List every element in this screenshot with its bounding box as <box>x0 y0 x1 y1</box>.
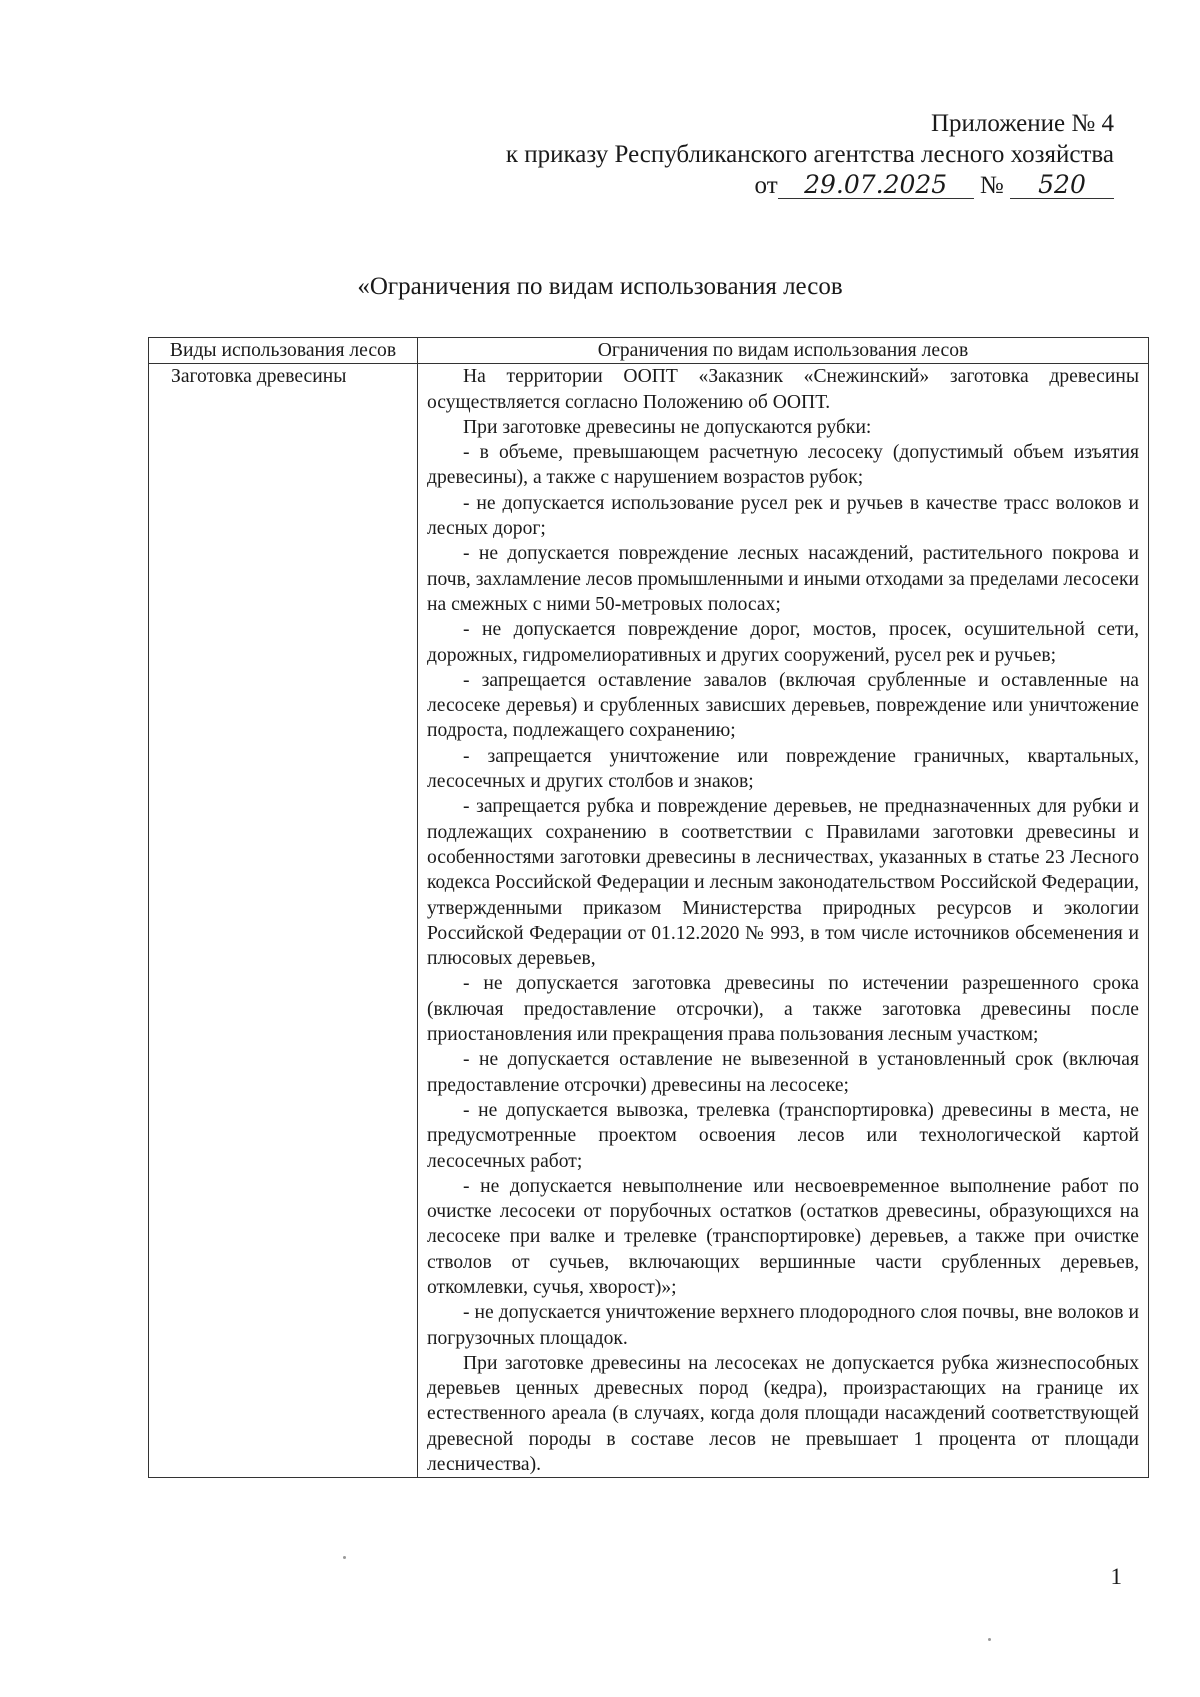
order-date-number <box>506 170 1114 201</box>
restriction-paragraph: - запрещается оставление завалов (включая срубленные и оставленные на лесосеке деревья) и срубленных зависших деревьев, повреждение или уничтожение подроста, подлежащего сохранению; <box>427 669 1139 742</box>
table-header-row <box>149 338 1149 364</box>
header-forest-use-type: Виды использования лесов <box>149 338 418 364</box>
restriction-paragraph: При заготовке древесины на лесосеках не допускается рубка жизнеспособных деревьев ценных древесных пород (кедра), произрастающих на границе их естественного ареала (в случаях, когда доля площади насаждений соответствующей древесной породы в составе лесов не превышает 1 процента от площади лесничества). <box>427 1352 1139 1476</box>
restriction-paragraph: На территории ООПТ «Заказник «Снежинский» заготовка древесины осуществляется согласно Положению об ООПТ. <box>427 366 1139 413</box>
page-number: 1 <box>1110 1564 1122 1589</box>
scan-speck <box>343 1556 346 1559</box>
date-prefix: от <box>754 172 778 199</box>
appendix-title: Приложение № 4 <box>930 110 1114 137</box>
restriction-paragraph: При заготовке древесины не допускаются рубки: <box>463 416 872 438</box>
table-row <box>149 364 1149 1478</box>
restriction-paragraph: - не допускается использование русел рек и ручьев в качестве трасс волоков и лесных дорог; <box>427 492 1139 540</box>
restriction-paragraph: - в объеме, превышающем расчетную лесосеку (допустимый объем изъятия древесины), а также с нарушением возрастов рубок; <box>427 442 1139 489</box>
restriction-paragraph: - не допускается заготовка древесины по истечении разрешенного срока (включая предоставление отсрочки), а также заготовка древесины после приостановления или прекращения права пользования лесным участком; <box>427 973 1139 1046</box>
restrictions-cell <box>418 364 1149 1478</box>
header-restrictions: Ограничения по видам использования лесов <box>418 338 1149 364</box>
restrictions-table <box>148 337 1149 1478</box>
restriction-paragraph: - не допускается повреждение дорог, мостов, просек, осушительной сети, дорожных, гидромелиоративных и других сооружений, русел рек и ручьев; <box>427 619 1139 666</box>
restriction-paragraph: - не допускается оставление не вывезенной в установленный срок (включая предоставление отсрочки) древесины на лесосеке; <box>427 1049 1139 1096</box>
document-title: «Ограничения по видам использования лесов <box>357 273 843 300</box>
order-reference: к приказу Республиканского агентства лесного хозяйства <box>505 141 1114 168</box>
forest-use-type-cell: Заготовка древесины <box>149 364 418 1478</box>
number-prefix: № <box>979 172 1004 199</box>
scan-speck <box>988 1638 991 1641</box>
handwritten-number: 520 <box>1010 172 1114 199</box>
restriction-paragraph: - не допускается повреждение лесных насаждений, растительного покрова и почв, захламление лесов промышленными и иными отходами за пределами лесосеки на смежных с ними 50-метровых полосах; <box>427 543 1139 615</box>
restriction-paragraph: - не допускается вывозка, трелевка (транспортировка) древесины в места, не предусмотренные проектом освоения лесов или технологической картой лесосечных работ; <box>427 1099 1139 1172</box>
appendix-header <box>506 108 1114 201</box>
handwritten-date: 29.07.2025 <box>778 172 974 199</box>
restriction-paragraph: - не допускается невыполнение или несвоевременное выполнение работ по очистке лесосеки от порубочных остатков (остатков древесины, образующихся на лесосеке при валке и трелевке (транспортировке) деревьев, а также при очистке стволов от сучьев, включающих вершинные части срубленных деревьев, откомлевки, сучья, хворост)»; <box>427 1175 1139 1298</box>
restriction-paragraph: - не допускается уничтожение верхнего плодородного слоя почвы, вне волоков и погрузочных площадок. <box>427 1302 1139 1349</box>
restriction-paragraph: - запрещается рубка и повреждение деревьев, не предназначенных для рубки и подлежащих сохранению в соответствии с Правилами заготовки древесины и особенностями заготовки древесины в лесничествах, указанных в статье 23 Лесного кодекса Российской Федерации и лесным законодательством Российской Федерации, утвержденными приказом Министерства природных ресурсов и экологии Российской Федерации от 01.12.2020 № 993, в том числе источников обсеменения и плюсовых деревьев, <box>427 796 1139 970</box>
restriction-paragraph: - запрещается уничтожение или повреждение граничных, квартальных, лесосечных и других столбов и знаков; <box>427 745 1139 793</box>
